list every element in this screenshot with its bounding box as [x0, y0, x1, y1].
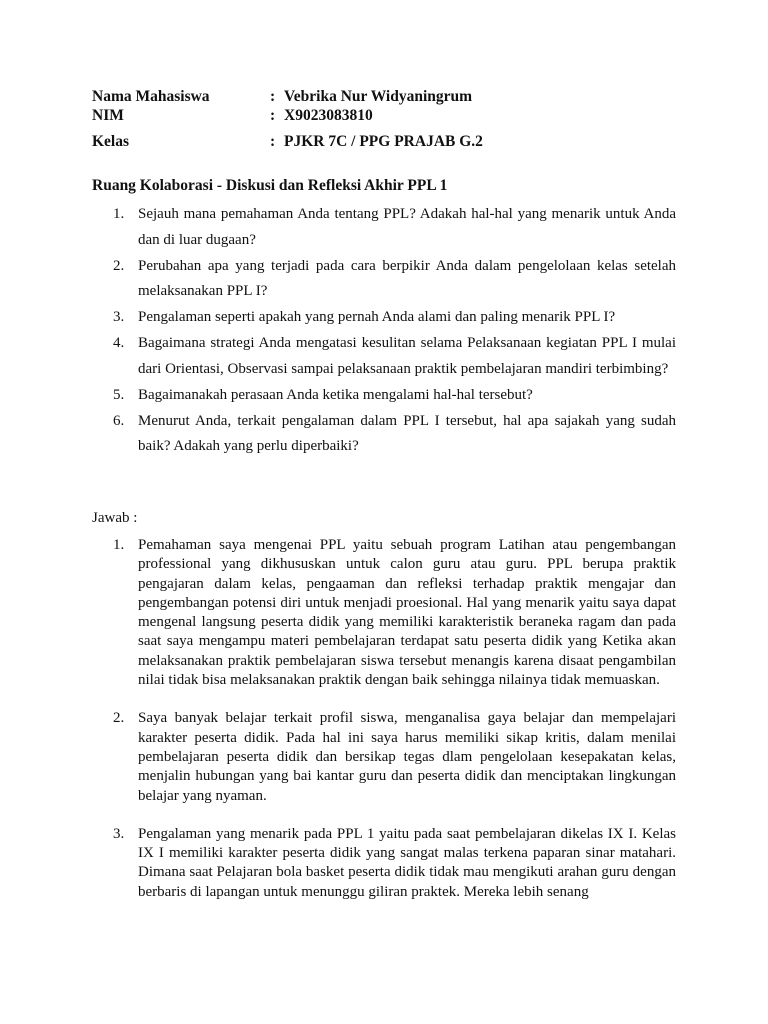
answer-number: 1. [113, 537, 125, 553]
header-colon: : [270, 107, 276, 124]
question-item [0, 305, 676, 331]
question-text: Perubahan apa yang terjadi pada cara berpikir Anda dalam pengelolaan kelas setelah melaksanakan PPL I? [138, 257, 676, 299]
question-number: 5. [113, 386, 125, 403]
answer-text: Saya banyak belajar terkait profil siswa, menganalisa gaya belajar dan mempelajari karakter peserta didik. Pada hal ini saya harus memiliki sikap kritis, dalam menilai pembelajaran peserta didik dan bersikap tegas dlam pengelolaan kesepakatan kelas, menjalin hubungan yang bai kantar guru dan peserta didik dan menciptakan lingkungan belajar yang nyaman. [138, 710, 676, 804]
answer-item [0, 825, 676, 902]
jawab-label: Jawab : [92, 510, 138, 526]
question-text: Sejauh mana pemahaman Anda tentang PPL? Adakah hal-hal yang menarik untuk Anda dan di luar dugaan? [138, 206, 676, 248]
header-value-nama: Vebrika Nur Widyaningrum [284, 88, 473, 105]
header-label: NIM [92, 107, 124, 124]
question-number: 3. [113, 309, 125, 325]
question-item [0, 331, 676, 382]
answer-text: Pemahaman saya mengenai PPL yaitu sebuah program Latihan atau pengembangan professional yang dikhususkan untuk calon guru atau guru. PPL berupa praktik pengajaran dalam kelas, pengaaman dan refleksi terhadap praktik mengajar dan pengembangan potensi diri untuk menjadi proesional. Hal yang menarik yaitu saya dapat mengenal langsung peserta didik yang memiliki karakteristik beraneka ragam dan pada saat saya mengampu materi pembelajaran terdapat satu peserta didik yang Ketika akan melaksanakan praktik pembelajaran siswa tersebut menangis karena disaat pengambilan nilai tidak bisa melaksanakan praktik dengan baik sehingga nilainya tidak memuaskan. [138, 537, 676, 689]
question-text: Pengalaman seperti apakah yang pernah Anda alami dan paling menarik PPL I? [138, 309, 616, 325]
answer-number: 3. [113, 825, 125, 842]
question-number: 6. [113, 412, 125, 429]
question-item [0, 383, 676, 409]
question-text: Bagaimana strategi Anda mengatasi kesulitan selama Pelaksanaan kegiatan PPL I mulai dari Orientasi, Observasi sampai pelaksanaan praktik pembelajaran mandiri terbimbing? [138, 335, 676, 377]
header-colon: : [270, 88, 276, 105]
answer-list [0, 536, 768, 921]
question-number: 1. [113, 206, 125, 222]
answer-item [0, 709, 676, 805]
answer-number: 2. [113, 710, 125, 727]
question-item [0, 254, 676, 305]
question-item [0, 409, 676, 460]
question-number: 4. [113, 335, 125, 351]
question-number: 2. [113, 257, 125, 274]
answer-item [0, 536, 676, 690]
header-value-nim: X9023083810 [284, 107, 373, 124]
header-colon: : [270, 133, 276, 150]
question-item [0, 202, 676, 253]
answer-text: Pengalaman yang menarik pada PPL 1 yaitu pada saat pembelajaran dikelas IX I. Kelas IX I memiliki karakter peserta didik yang sangat malas terkena paparan sinar matahari. Dimana saat Pelajaran bola basket peserta didik tidak mau mengikuti arahan guru dengan berbaris di lapangan untuk menunggu giliran praktek. Mereka lebih senang [138, 825, 676, 900]
header-label: Kelas [92, 133, 130, 150]
header-value-kelas: PJKR 7C / PPG PRAJAB G.2 [284, 133, 483, 150]
question-text: Bagaimanakah perasaan Anda ketika mengalami hal-hal tersebut? [138, 386, 533, 403]
question-text: Menurut Anda, terkait pengalaman dalam PPL I tersebut, hal apa sajakah yang sudah baik? Adakah yang perlu diperbaiki? [138, 412, 676, 454]
section-title: Ruang Kolaborasi - Diskusi dan Refleksi Akhir PPL 1 [92, 177, 448, 194]
question-list [0, 202, 768, 460]
header-label: Nama Mahasiswa [92, 88, 210, 105]
